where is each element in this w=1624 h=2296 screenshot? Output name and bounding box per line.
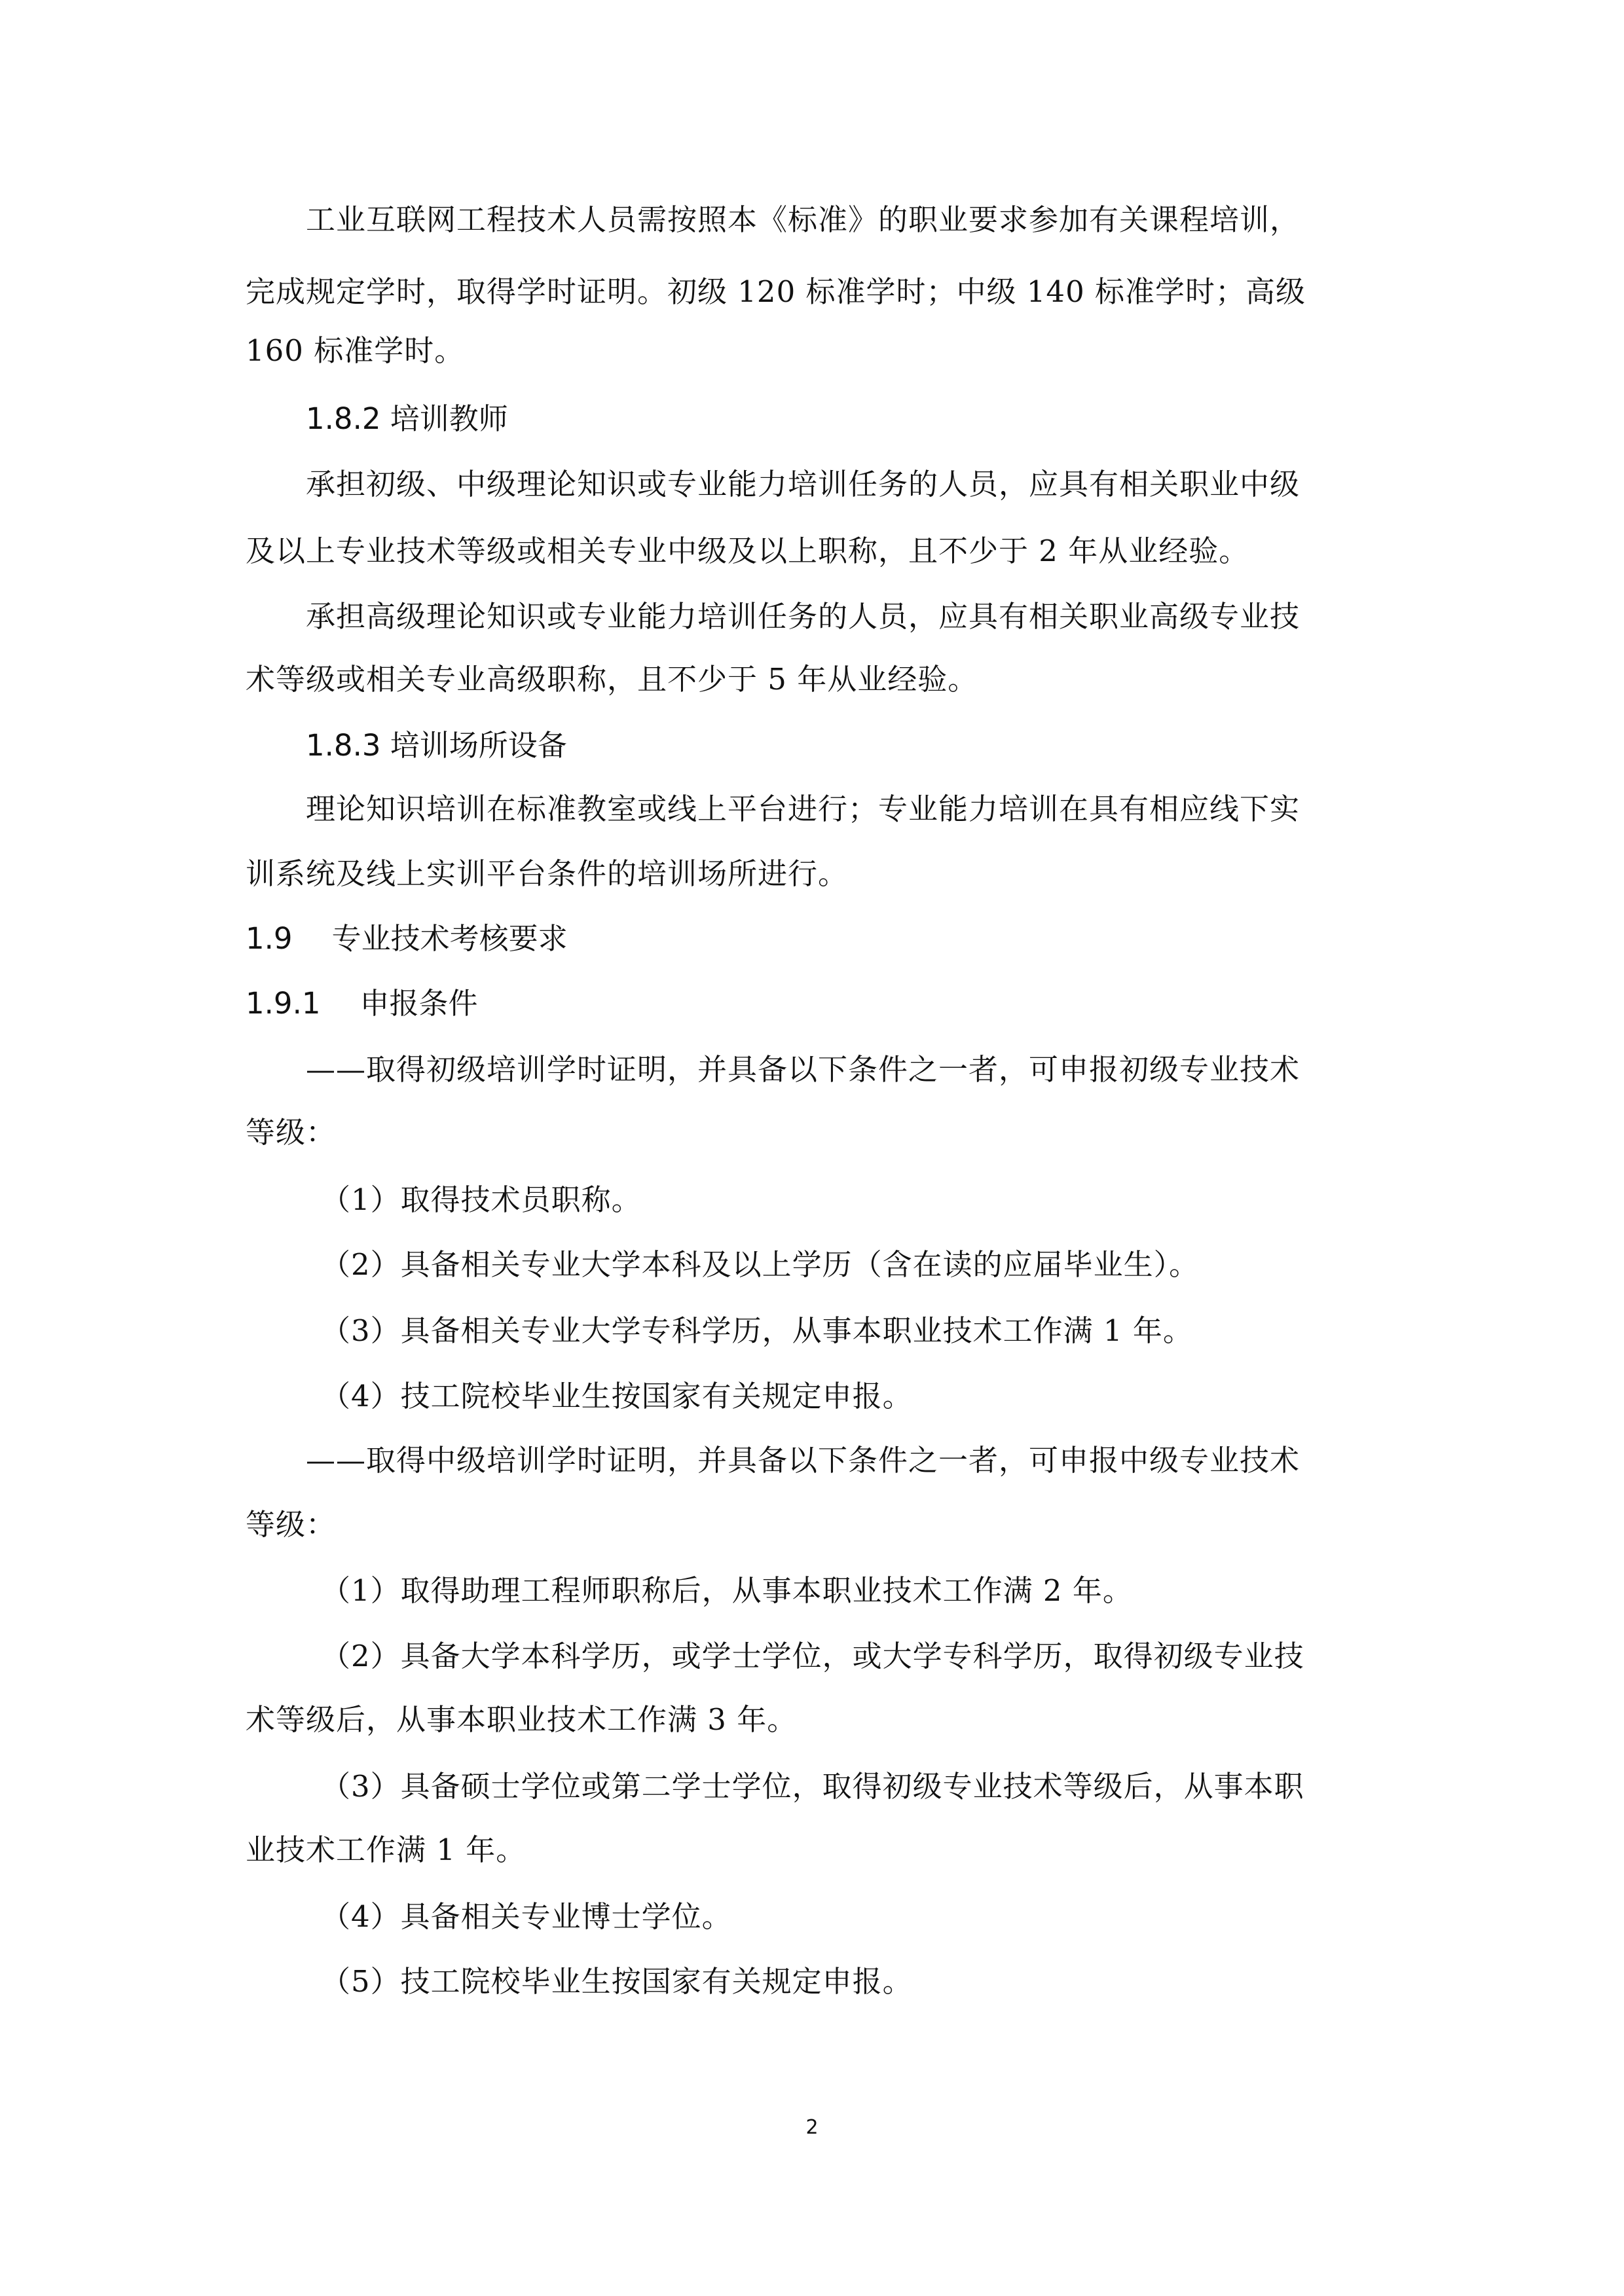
training-hours-line-1: 工业互联网工程技术人员需按照本《标准》的职业要求参加有关课程培训，	[306, 202, 1301, 237]
junior-condition-4: （4）技工院校毕业生按国家有关规定申报。	[321, 1379, 913, 1413]
teachers-para-2-line-2: 术等级或相关专业高级职称，且不少于 5 年从业经验。	[246, 662, 978, 697]
junior-intro-line-1: ——取得初级培训学时证明，并具备以下条件之一者，可申报初级专业技术	[306, 1052, 1301, 1087]
subsection-heading-application-conditions	[246, 984, 478, 1023]
intermediate-condition-3-line-1: （3）具备硕士学位或第二学士学位，取得初级专业技术等级后，从事本职	[321, 1769, 1304, 1804]
intermediate-condition-5: （5）技工院校毕业生按国家有关规定申报。	[321, 1964, 913, 1999]
intermediate-condition-1: （1）取得助理工程师职称后，从事本职业技术工作满 2 年。	[321, 1573, 1133, 1608]
section-title: 专业技术考核要求	[331, 921, 568, 956]
teachers-para-1-line-2: 及以上专业技术等级或相关专业中级及以上职称，且不少于 2 年从业经验。	[246, 534, 1249, 568]
training-hours-line-3: 160 标准学时。	[246, 333, 465, 368]
venue-line-2: 训系统及线上实训平台条件的培训场所进行。	[246, 856, 849, 891]
subsection-title: 申报条件	[360, 986, 478, 1021]
intermediate-condition-2-line-2: 术等级后，从事本职业技术工作满 3 年。	[246, 1702, 798, 1737]
junior-condition-3: （3）具备相关专业大学专科学历，从事本职业技术工作满 1 年。	[321, 1313, 1193, 1348]
intermediate-condition-3-line-2: 业技术工作满 1 年。	[246, 1832, 526, 1867]
intermediate-intro-line-2: 等级：	[246, 1507, 337, 1542]
intermediate-condition-4: （4）具备相关专业博士学位。	[321, 1899, 732, 1934]
teachers-para-1-line-1: 承担初级、中级理论知识或专业能力培训任务的人员，应具有相关职业中级	[306, 467, 1301, 501]
subsection-number: 1.9.1	[246, 986, 321, 1021]
section-heading-training-teachers: 1.8.2 培训教师	[306, 401, 508, 436]
teachers-para-2-line-1: 承担高级理论知识或专业能力培训任务的人员，应具有相关职业高级专业技	[306, 599, 1301, 634]
junior-condition-2: （2）具备相关专业大学本科及以上学历（含在读的应届毕业生）。	[321, 1247, 1200, 1282]
section-heading-training-venue: 1.8.3 培训场所设备	[306, 728, 567, 763]
intermediate-intro-line-1: ——取得中级培训学时证明，并具备以下条件之一者，可申报中级专业技术	[306, 1443, 1301, 1478]
junior-intro-line-2: 等级：	[246, 1115, 337, 1150]
junior-condition-1: （1）取得技术员职称。	[321, 1182, 642, 1217]
page-number: 2	[805, 2116, 819, 2139]
venue-line-1: 理论知识培训在标准教室或线上平台进行；专业能力培训在具有相应线下实	[306, 792, 1301, 826]
section-heading-assessment	[246, 919, 568, 958]
training-hours-line-2: 完成规定学时，取得学时证明。初级 120 标准学时；中级 140 标准学时；高级	[246, 274, 1306, 309]
intermediate-condition-2-line-1: （2）具备大学本科学历，或学士学位，或大学专科学历，取得初级专业技	[321, 1639, 1304, 1673]
section-number: 1.9	[246, 921, 293, 956]
